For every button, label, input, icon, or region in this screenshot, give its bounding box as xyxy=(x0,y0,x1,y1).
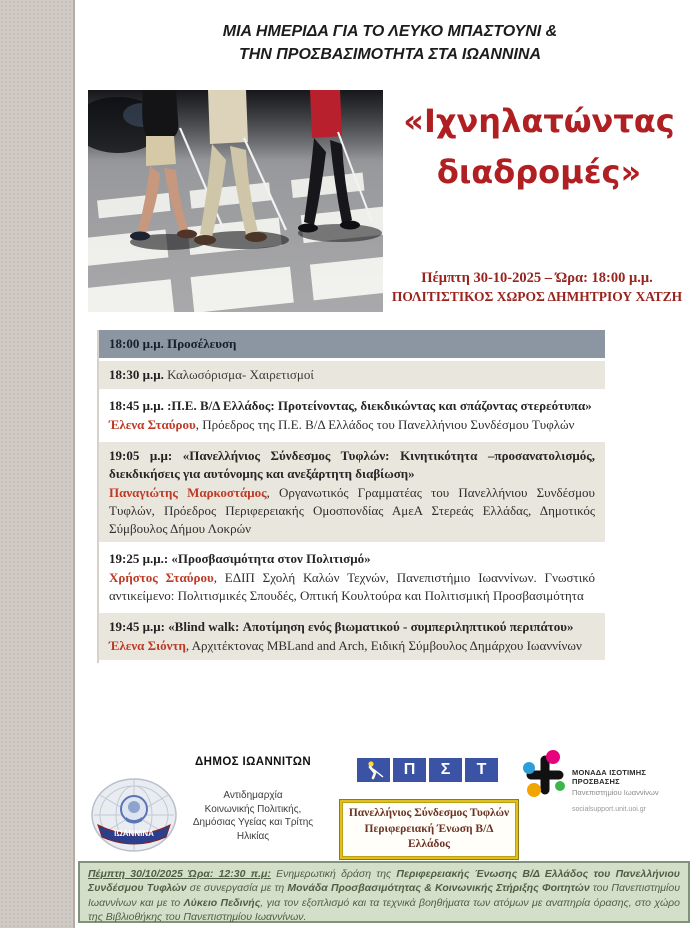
dept-line: Ηλικίας xyxy=(236,830,270,842)
dept-line: Αντιδημαρχία xyxy=(223,790,283,801)
schedule-time: 18:00 μ.μ. xyxy=(109,336,164,351)
dept-line: Δημόσιας Υγείας και Τρίτης xyxy=(192,817,314,828)
footer-bold: Μονάδα Προσβασιμότητας & Κοινωνικής Στήριξης Φοιτητών xyxy=(287,882,590,895)
footer-bold: Λύκειο Πεδινής xyxy=(183,896,261,909)
speaker-info: , Οργανωτικός Γραμματέας του Πανελλήνιου Συνδέσμου Τυφλών, Πρόεδρος Περιφερειακής Ομοσπονδίας ΑμεΑ Στερεάς Ελλάδας, Δημοτικός Σύμβουλος Δήμου Λοκρών xyxy=(109,484,595,536)
schedule-row xyxy=(99,330,605,358)
schedule-title: «Πανελλήνιος Σύνδεσμος Τυφλών: Κινητικότητα –προσανατολισμός, διεκδικήσεις για αυτόνομης και ανεξάρτητη διαβίωση» xyxy=(109,447,596,481)
schedule-title: «Blind walk: Αποτίμηση ενός βιωματικού - συμπεριληπτικού περιπάτου» xyxy=(168,619,574,635)
pst-association-box xyxy=(340,800,518,859)
ioannina-municipality-seal xyxy=(90,777,178,853)
schedule-time: 18:45 μ.μ. xyxy=(109,397,164,413)
textured-margin-strip xyxy=(0,0,75,928)
unit-name: ΜΟΝΑΔΑ ΙΣΟΤΙΜΗΣ ΠΡΟΣΒΑΣΗΣ xyxy=(572,768,647,786)
schedule-speaker-line xyxy=(109,637,595,655)
schedule-row xyxy=(99,613,605,660)
footer-bold: Περιφερειακής Ένωσης Β/Δ Ελλάδος του Πανελλήνιου Συνδέσμου Τυφλών xyxy=(88,868,680,895)
speaker-name: Έλενα Σιόντη xyxy=(109,638,186,654)
main-title-line1: «Ιχνηλατώντας xyxy=(403,102,675,140)
poster-header-title xyxy=(140,20,640,66)
municipality-name: ΔΗΜΟΣ ΙΩΑΝΝΙΤΩΝ xyxy=(194,756,312,768)
schedule-row xyxy=(99,545,605,610)
main-title-line2: διαδρομές» xyxy=(436,153,642,192)
poster-main-title xyxy=(388,96,690,198)
pst-letter: Σ xyxy=(429,758,462,782)
crosswalk-photo xyxy=(88,90,383,312)
schedule-title: «Προσβασιμότητα στον Πολιτισμό» xyxy=(171,551,371,567)
schedule-row xyxy=(99,392,605,439)
white-cane-pictogram-icon xyxy=(357,758,390,782)
header-title-line1: ΜΙΑ ΗΜΕΡΙΔΑ ΓΙΑ ΤΟ ΛΕΥΚΟ ΜΠΑΣΤΟΥΝΙ & xyxy=(222,23,558,40)
schedule-title: :Π.Ε. Β/Δ Ελλάδος: Προτείνοντας, διεκδικώντας και σπάζοντας στερεότυπα» xyxy=(167,397,592,413)
pst-letter: Π xyxy=(393,758,426,782)
municipality-department xyxy=(178,789,328,843)
schedule-row xyxy=(99,442,605,543)
schedule-speaker-line xyxy=(109,416,595,434)
event-schedule xyxy=(97,330,605,663)
unit-url: socialsupport.unit.uoi.gr xyxy=(572,806,646,813)
speaker-info: , ΕΔΙΠ Σχολή Καλών Τεχνών, Πανεπιστήμιο Ιωαννίνων. Γνωστικό αντικείμενο: Πολιτισμικές Σπουδές, Οπτική Κουλτούρα και Πολιτισμική Προσβασιμότητα xyxy=(109,570,595,604)
speaker-info: , Αρχιτέκτονας MBLand and Arch, Ειδική Σύμβουλος Δημάρχου Ιωαννίνων xyxy=(185,638,582,654)
dept-line: Κοινωνικής Πολιτικής, xyxy=(204,803,302,815)
event-datetime: Πέμπτη 30-10-2025 – Ώρα: 18:00 μ.μ. xyxy=(421,270,653,286)
footer-date-lead: Πέμπτη 30/10/2025 Ώρα: 12:30 π.μ: xyxy=(88,868,271,880)
schedule-time: 19:05 μ.μ: xyxy=(109,447,173,463)
event-venue: ΠΟΛΙΤΙΣΤΙΚΟΣ ΧΩΡΟΣ ΔΗΜΗΤΡΙΟΥ ΧΑΤΖΗ xyxy=(391,289,683,305)
seal-text: ΙΩΑΝΝΙΝΑ xyxy=(114,829,154,838)
schedule-title: Προσέλευση xyxy=(167,336,237,351)
speaker-name: Χρήστος Σταύρου xyxy=(109,570,214,586)
footer-text: σε συνεργασία με τη xyxy=(186,882,288,895)
footer-text: του Πανεπιστημίου Ιωαννίνων και με το xyxy=(88,882,680,909)
equal-access-unit-text xyxy=(572,768,696,813)
pst-box-line1: Πανελλήνιος Σύνδεσμος Τυφλών xyxy=(348,807,510,819)
schedule-speaker-line xyxy=(109,569,595,605)
speaker-name: Έλενα Σταύρου xyxy=(109,416,196,432)
speaker-name: Παναγιώτης Μαρκοστάμος xyxy=(109,484,267,500)
pst-letter: Τ xyxy=(465,758,498,782)
schedule-time: 19:25 μ.μ.: xyxy=(109,551,169,567)
equal-access-unit-logo xyxy=(522,748,568,802)
pst-logo xyxy=(357,758,498,782)
schedule-time: 19:45 μ.μ: xyxy=(109,619,165,635)
header-title-line2: ΤΗΝ ΠΡΟΣΒΑΣΙΜΟΤΗΤΑ ΣΤΑ ΙΩΑΝΝΙΝΑ xyxy=(238,46,542,64)
schedule-time: 18:30 μ.μ. xyxy=(109,366,164,382)
event-datetime-venue xyxy=(383,268,691,307)
schedule-title: Καλωσόρισμα- Χαιρετισμοί xyxy=(167,366,314,382)
unit-subtitle: Πανεπιστημίου Ιωαννίνων xyxy=(572,788,659,797)
schedule-row xyxy=(99,361,605,389)
footer-text: , για τον εξοπλισμό και τα τεχνικά βοηθήματα των ατόμων με αναπηρία όρασης, στο χώρο της Βιβλιοθήκης του Πανεπιστημίου Ιωαννίνων. xyxy=(88,896,680,923)
footer-note xyxy=(78,861,690,923)
speaker-info: , Πρόεδρος της Π.Ε. Β/Δ Ελλάδος του Πανελλήνιου Συνδέσμου Τυφλών xyxy=(195,416,575,432)
schedule-speaker-line xyxy=(109,484,595,538)
pst-box-line2: Περιφερειακή Ένωση Β/Δ Ελλάδος xyxy=(364,822,494,851)
footer-text: Ενημερωτική δράση της xyxy=(270,868,397,880)
